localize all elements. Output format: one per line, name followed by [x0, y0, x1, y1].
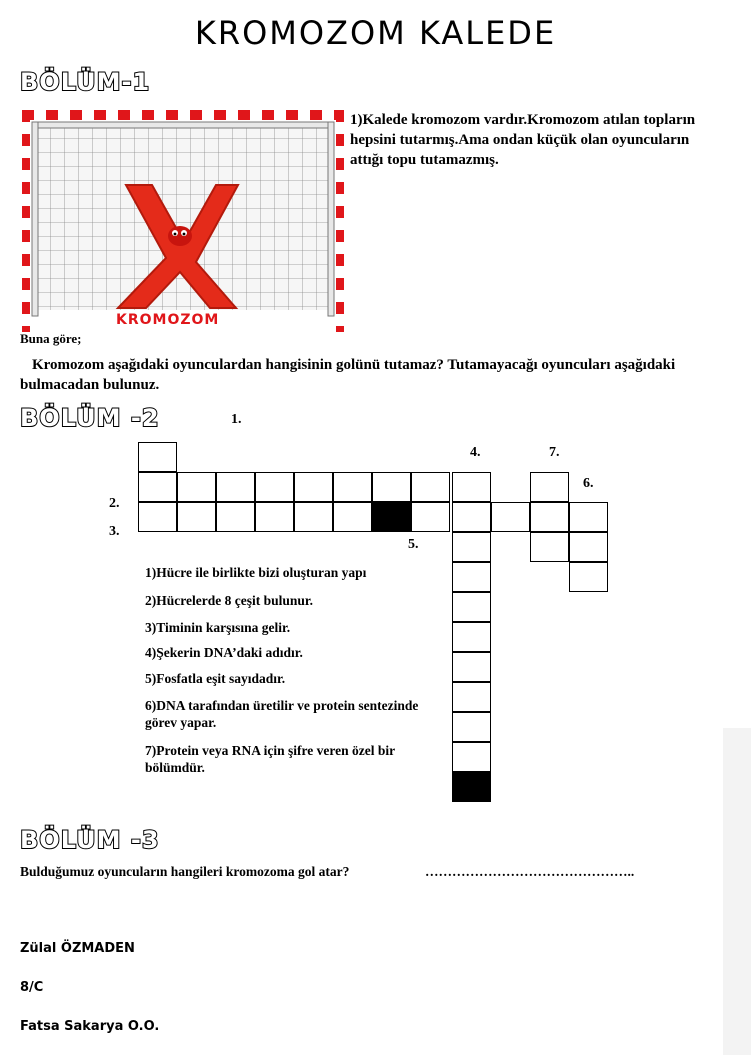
clue-5: 5)Fosfatla eşit sayıdadır. — [145, 671, 286, 686]
clue-number-3: 3. — [109, 524, 120, 539]
clue-1: 1)Hücre ile birlikte bizi oluşturan yapı — [145, 565, 367, 580]
crossword-cell[interactable] — [530, 472, 569, 502]
section-1-paragraph: 1)Kalede kromozom vardır.Kromozom atılan topların hepsini tutarmış.Ama ondan küçük olan oyuncuların attığı topu tutamazmış. — [350, 112, 696, 168]
class-name: 8/C — [20, 980, 44, 995]
page-title: KROMOZOM KALEDE — [194, 14, 557, 52]
crossword-cell[interactable] — [294, 472, 333, 502]
crossword-cell[interactable] — [177, 502, 216, 532]
clue-number-2: 2. — [109, 496, 120, 511]
buna-gore-text: Buna göre; — [20, 331, 82, 346]
goal-kromozom-image — [22, 110, 344, 332]
section-1-heading: BÖLÜM-1 — [20, 68, 151, 96]
crossword-cell[interactable] — [452, 502, 491, 532]
crossword-cell[interactable] — [411, 502, 450, 532]
crossword-cell[interactable] — [177, 472, 216, 502]
crossword-cell[interactable] — [569, 562, 608, 592]
crossword-cell[interactable] — [255, 472, 294, 502]
crossword-cell[interactable] — [452, 532, 491, 562]
crossword-cell[interactable] — [569, 532, 608, 562]
clue-2: 2)Hücrelerde 8 çeşit bulunur. — [145, 593, 313, 608]
crossword-cell[interactable] — [452, 652, 491, 682]
clue-number-6: 6. — [583, 476, 594, 491]
crossword-cell[interactable] — [452, 682, 491, 712]
section-3-heading: BÖLÜM -3 — [20, 826, 160, 854]
answer-line[interactable]: ……………………………………….. — [425, 864, 635, 879]
crossword-cell[interactable] — [452, 742, 491, 772]
crossword-cell[interactable] — [452, 622, 491, 652]
author-name: Zülal ÖZMADEN — [20, 941, 135, 956]
crossword-cell[interactable] — [138, 442, 177, 472]
school-name: Fatsa Sakarya O.O. — [20, 1019, 160, 1034]
crossword-cell[interactable] — [138, 472, 177, 502]
crossword-cell[interactable] — [216, 502, 255, 532]
clue-number-1: 1. — [231, 412, 242, 427]
crossword-cell[interactable] — [569, 502, 608, 532]
crossword-cell[interactable] — [452, 712, 491, 742]
crossword-cell[interactable] — [411, 472, 450, 502]
clue-4: 4)Şekerin DNA’daki adıdır. — [145, 645, 303, 660]
clue-number-5: 5. — [408, 537, 419, 552]
crossword-cell[interactable] — [452, 562, 491, 592]
crossword-cell[interactable] — [255, 502, 294, 532]
crossword-cell[interactable] — [491, 502, 530, 532]
section-3-question: Bulduğumuz oyuncuların hangileri kromozoma gol atar? — [20, 864, 350, 879]
crossword-cell[interactable] — [333, 472, 372, 502]
section-2-heading: BÖLÜM -2 — [20, 404, 160, 432]
crossword-cell[interactable] — [530, 502, 569, 532]
crossword-cell[interactable] — [138, 502, 177, 532]
clue-number-7: 7. — [549, 445, 560, 460]
crossword-cell[interactable] — [294, 502, 333, 532]
crossword-cell[interactable] — [333, 502, 372, 532]
crossword-cell[interactable] — [216, 472, 255, 502]
image-caption: KROMOZOM — [116, 312, 220, 328]
clue-6: 6)DNA tarafından üretilir ve protein sentezinde görev yapar. — [145, 698, 419, 730]
clue-7: 7)Protein veya RNA için şifre veren özel bir bölümdür. — [145, 743, 395, 775]
page-edge-shade — [723, 728, 751, 1055]
crossword-cell[interactable] — [372, 472, 411, 502]
crossword-cell[interactable] — [530, 532, 569, 562]
section-1-question: Kromozom aşağıdaki oyunculardan hangisinin golünü tutamaz? Tutamayacağı oyuncuları aşağıdaki bulmacadan bulunuz. — [20, 357, 676, 393]
crossword-black-cell — [452, 772, 491, 802]
crossword-cell[interactable] — [452, 592, 491, 622]
clue-number-4: 4. — [470, 445, 481, 460]
crossword-black-cell — [372, 502, 411, 532]
crossword-cell[interactable] — [452, 472, 491, 502]
clue-3: 3)Timinin karşısına gelir. — [145, 620, 291, 635]
